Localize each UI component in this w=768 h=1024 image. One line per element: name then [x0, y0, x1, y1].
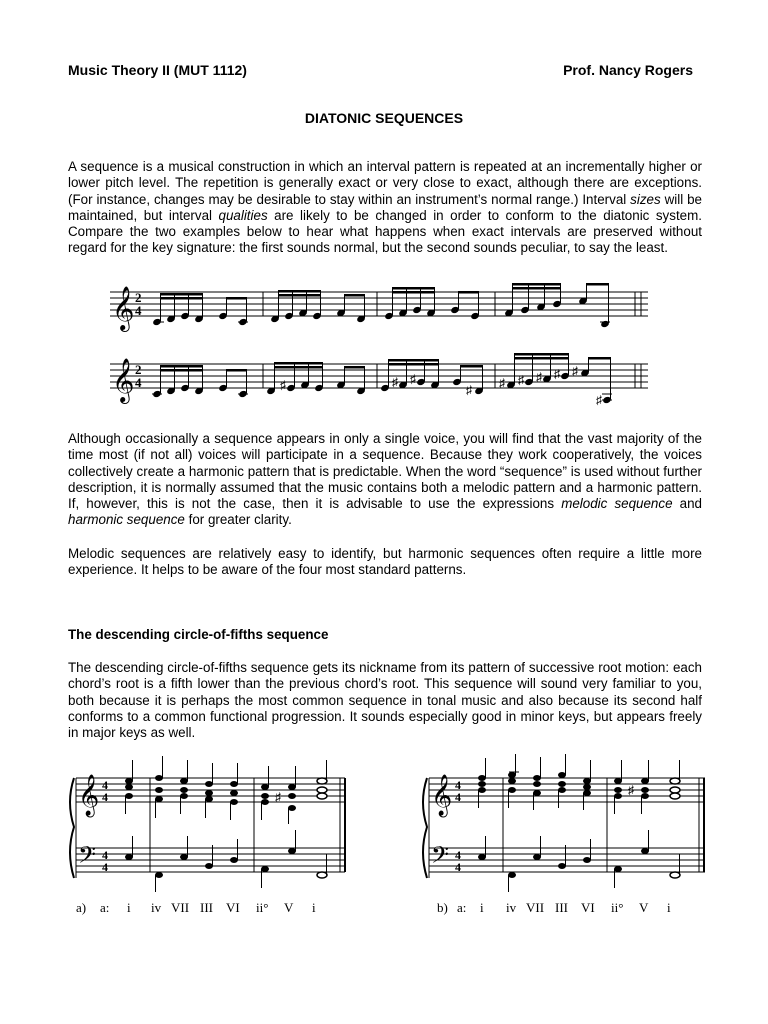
roman-numeral-analysis — [437, 900, 671, 915]
sharp-icon: ♯ — [536, 370, 542, 384]
chord-3 — [558, 754, 591, 869]
example-label: b) — [437, 900, 448, 915]
sharp-icon: ♯ — [410, 372, 416, 386]
chord-3 — [205, 763, 238, 869]
melodic-sequence-example-diatonic — [105, 280, 655, 334]
harmonic-example-b — [415, 752, 715, 916]
time-signature-bottom: 4 — [135, 303, 142, 318]
numeral: VII — [526, 900, 545, 915]
voices-paragraph: Although occasionally a sequence appears in only a single voice, you will find that the vast majority of the time most (if not all) voices will participate in a sequence. Because they work cooperatively, the voices collectively create a harmonic pattern that is predictable. When the word “sequence” is used without further description, it is normally assumed that the music contains both a melodic pattern and a harmonic pattern. If, however, this is not the case, then it is advisable to use the expressions melodic sequence and harmonic sequence for greater clarity. — [68, 431, 702, 528]
sharp-icon: ♯ — [466, 383, 472, 397]
measure-4-notes — [499, 353, 641, 407]
section-heading: The descending circle-of-fifths sequence — [68, 627, 329, 642]
instructor-name: Prof. Nancy Rogers — [563, 62, 693, 78]
time-signature-top: 2 — [135, 362, 142, 377]
numeral: ii° — [256, 900, 269, 915]
chord-1 — [478, 758, 486, 860]
bass-staff-lines — [429, 848, 705, 872]
sharp-icon: ♯ — [596, 393, 602, 407]
numeral: VI — [226, 900, 240, 915]
time-signature-top: 4 — [102, 778, 108, 792]
numeral: III — [555, 900, 568, 915]
grand-staff-brace — [423, 778, 427, 878]
numeral: i — [667, 900, 671, 915]
time-signature-bottom: 4 — [455, 860, 461, 874]
treble-clef-icon: 𝄞 — [112, 360, 135, 402]
numeral: III — [200, 900, 213, 915]
chord-1 — [125, 760, 133, 860]
numeral: iv — [506, 900, 517, 915]
sharp-icon: ♯ — [499, 376, 505, 390]
grand-staff-brace — [70, 778, 74, 878]
numeral: V — [284, 900, 294, 915]
numeral: VII — [171, 900, 190, 915]
melodic-sequences-paragraph: Melodic sequences are relatively easy to identify, but harmonic sequences often require a little more experience. It helps to be aware of the four most standard patterns. — [68, 546, 702, 578]
measure-3-notes — [380, 359, 495, 397]
measure-1-notes — [152, 292, 263, 326]
measure-1-notes — [152, 364, 263, 398]
harmonic-example-a — [62, 752, 362, 916]
bass-clef-icon: 𝄢 — [431, 843, 450, 874]
course-title: Music Theory II (MUT 1112) — [68, 62, 247, 78]
example-label: a) — [76, 900, 87, 915]
numeral: ii° — [611, 900, 624, 915]
time-signature-top: 4 — [102, 848, 108, 862]
key-label: a: — [100, 900, 110, 915]
circle-of-fifths-paragraph: The descending circle-of-fifths sequence gets its nickname from its pattern of successive root motion: each chord’s root is a fifth lower than the previous chord’s root. This sequence will sound very familiar to you, both because it is perhaps the most common sequence in tonal music and also because its second half conforms to a common functional progression. It sounds especially good in minor keys, but appears freely in major keys as well. — [68, 660, 702, 741]
treble-clef-icon: 𝄞 — [112, 288, 135, 330]
measure-2-notes — [266, 362, 377, 395]
sharp-icon: ♯ — [572, 364, 578, 378]
sharp-icon: ♯ — [275, 790, 281, 804]
numeral: i — [312, 900, 316, 915]
time-signature-bottom: 4 — [102, 860, 108, 874]
numeral: i — [127, 900, 131, 915]
treble-clef-icon: 𝄞 — [78, 775, 100, 815]
sharp-icon: ♯ — [554, 367, 560, 381]
time-signature-top: 4 — [455, 848, 461, 862]
key-label: a: — [457, 900, 467, 915]
measure-2-notes — [270, 290, 377, 323]
chord-2 — [508, 754, 541, 892]
time-signature-bottom: 4 — [455, 790, 461, 804]
sharp-icon: ♯ — [628, 783, 634, 797]
melodic-sequence-example-exact-intervals — [105, 352, 655, 412]
measure-4-notes — [504, 283, 641, 328]
numeral: V — [639, 900, 649, 915]
numeral: i — [480, 900, 484, 915]
page-title: DIATONIC SEQUENCES — [304, 110, 464, 126]
time-signature-top: 4 — [455, 778, 461, 792]
numeral: VI — [581, 900, 595, 915]
chord-4 — [614, 760, 649, 888]
treble-clef-icon: 𝄞 — [431, 775, 453, 815]
sharp-icon: ♯ — [518, 373, 524, 387]
staff-lines — [110, 292, 648, 316]
sharp-icon: ♯ — [280, 378, 286, 392]
sharp-icon: ♯ — [392, 375, 398, 389]
time-signature-bottom: 4 — [135, 375, 142, 390]
bass-clef-icon: 𝄢 — [78, 843, 97, 874]
numeral: iv — [151, 900, 162, 915]
treble-staff-lines — [429, 778, 705, 802]
intro-paragraph: A sequence is a musical construction in which an interval pattern is repeated at an incrementally higher or lower pitch level. The repetition is generally exact or very close to exact, although there are exceptions. (For instance, changes may be desirable to stay within an instrument’s normal range.) Interval sizes will be maintained, but interval qualities are likely to be changed in order to conform to the diatonic system. Compare the two examples below to hear what happens when exact intervals are preserved without regard for the key signature: the first sounds normal, but the second sounds peculiar, to say the least. — [68, 159, 703, 256]
time-signature-top: 2 — [135, 290, 142, 305]
roman-numeral-analysis — [76, 900, 316, 915]
time-signature-bottom: 4 — [102, 790, 108, 804]
